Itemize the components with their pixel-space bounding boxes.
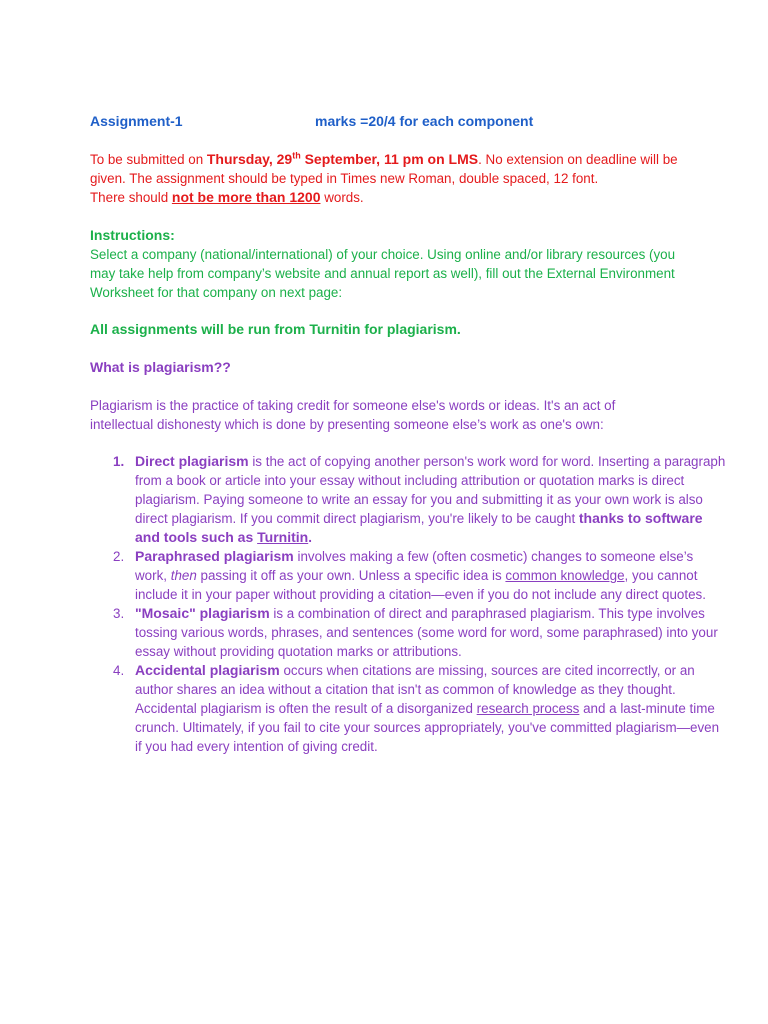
plagiarism-intro: Plagiarism is the practice of taking credit for someone else's words or ideas. It's an act of intellectual dishonesty which is done by presenting someone else’s work as one's own: (90, 398, 616, 432)
list-item: 1. Direct plagiarism is the act of copying another person's work word for word. Inserting a paragraph from a book or article into your essay without including attribution or quotation marks is direct plagiarism. Paying someone to write an essay for you and submitting it as your own work is also direct plagiarism. If you commit direct plagiarism, you're likely to be caught thanks to software and tools such as Turnitin. (113, 453, 726, 545)
turnitin-link[interactable]: Turnitin (257, 529, 309, 545)
marks-info: marks =20/4 for each component (315, 113, 534, 129)
list-item: 4. Accidental plagiarism occurs when citations are missing, sources are cited incorrectly, or an author shares an idea without a citation that isn't as common of knowledge as they thought. Accidental plagiarism is often the result of a disorganized research process and a last-minute time crunch. Ultimately, if you fail to cite your sources appropriately, you've committed plagiarism—even if you had every intention of giving credit. (113, 662, 720, 754)
instructions-heading: Instructions: (90, 227, 175, 243)
list-term: Direct plagiarism (135, 453, 249, 469)
assignment-title: Assignment-1 (90, 113, 183, 129)
assignment-header (90, 112, 682, 131)
common-knowledge-link[interactable]: common knowledge (505, 568, 625, 583)
list-item: 3. "Mosaic" plagiarism is a combination of direct and paraphrased plagiarism. This type involves tossing various words, phrases, and sentences (some word for word, some paraphrased) into your essay without providing quotation marks or attributions. (113, 605, 718, 659)
deadline-date: Thursday, 29th September, 11 pm on LMS (206, 150, 479, 167)
plagiarism-heading: What is plagiarism?? (90, 359, 231, 375)
list-term: "Mosaic" plagiarism (135, 605, 270, 621)
list-term: Accidental plagiarism (135, 662, 280, 678)
research-process-link[interactable]: research process (476, 701, 580, 716)
submission-paragraph: To be submitted on Thursday, 29th September, 11 pm on LMS. No extension on deadline will be given. The assignment should be typed in Times new Roman, double spaced, 12 font. There should not be more than 1200 words. (90, 150, 678, 205)
turnitin-notice: All assignments will be run from Turnitin for plagiarism. (90, 321, 461, 337)
word-limit: not be more than 1200 (171, 189, 321, 205)
plagiarism-types-list (90, 452, 727, 756)
list-term: Paraphrased plagiarism (135, 548, 294, 564)
list-item: 2. Paraphrased plagiarism involves making a few (often cosmetic) changes to someone else’s work, then passing it off as your own. Unless a specific idea is common knowledge, you cannot include it in your paper without providing a citation—even if you do not include any direct quotes. (113, 548, 706, 602)
instructions-body: Select a company (national/international) of your choice. Using online and/or library resources (you may take help from company’s website and annual report as well), fill out the External Environment Worksheet for that company on next page: (90, 247, 676, 300)
